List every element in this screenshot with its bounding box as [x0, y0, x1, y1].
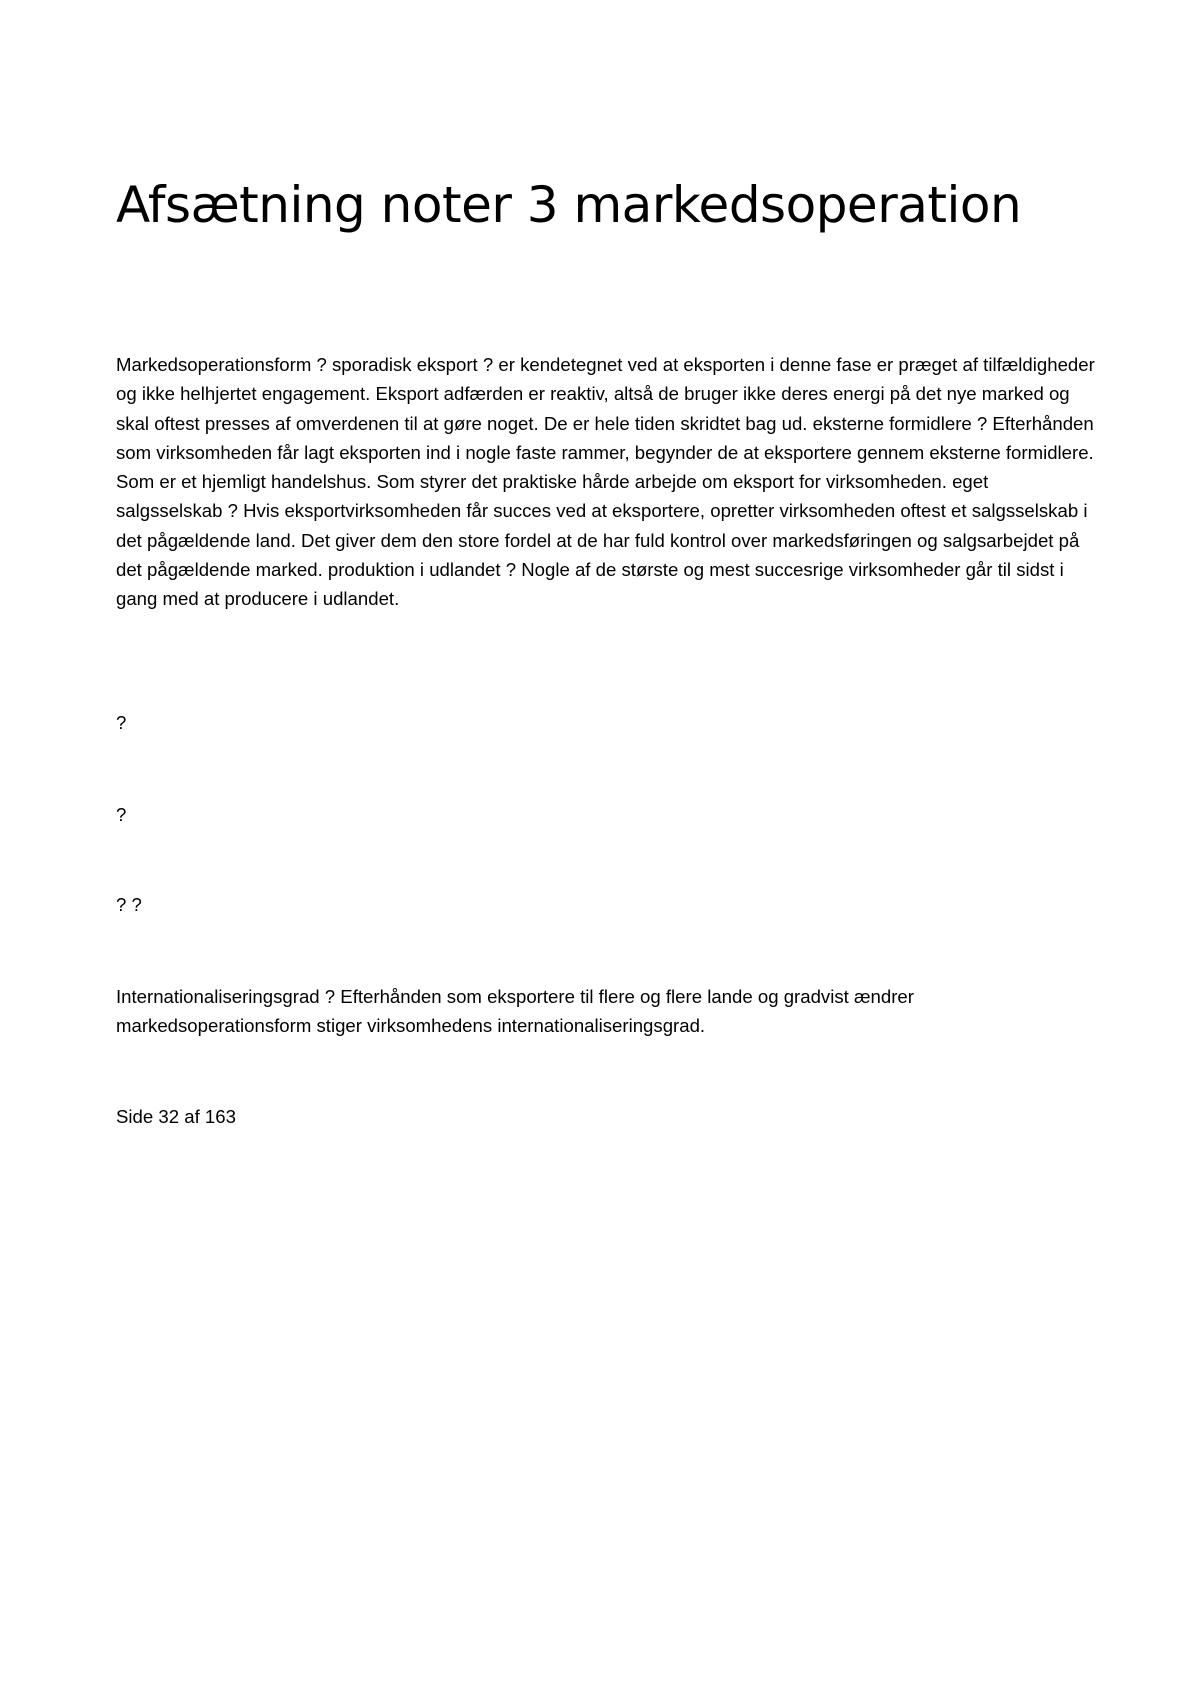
question-mark-line: ?: [116, 804, 127, 825]
question-mark-line: ?: [116, 712, 127, 733]
paragraph-markedsoperationsform: Markedsoperationsform ? sporadisk eksport ? er kendetegnet ved at eksporten i denne fase er præget af tilfældigheder og ikke helhjertet engagement. Eksport adfærden er reaktiv, altså de bruger ikke deres energi på det nye marked og skal oftest presses af omverdenen til at gøre noget. De er hele tiden skridtet bag ud. eksterne formidlere ? Efterhånden som virksomheden får lagt eksporten ind i nogle faste rammer, begynder de at eksportere gennem eksterne formidlere. Som er et hjemligt handelshus. Som styrer det praktiske hårde arbejde om eksport for virksomheden. eget salgsselskab ? Hvis eksportvirksomheden får succes ved at eksportere, opretter virksomheden oftest et salgsselskab i det pågældende land. Det giver dem den store fordel at de har fuld kontrol over markedsføringen og salgsarbejdet på det pågældende marked. produktion i udlandet ? Nogle af de største og mest succesrige virksomheder går til sidst i gang med at producere i udlandet.: [116, 354, 1095, 610]
question-mark-line: ? ?: [116, 894, 142, 915]
page-title: Afsætning noter 3 markedsoperation: [116, 176, 1022, 234]
paragraph-internationaliseringsgrad: Internationaliseringsgrad ? Efterhånden som eksportere til flere og flere lande og gradvist ændrer markedsoperationsform stiger virksomhedens internationaliseringsgrad.: [116, 986, 914, 1037]
page-number: Side 32 af 163: [116, 1106, 236, 1127]
